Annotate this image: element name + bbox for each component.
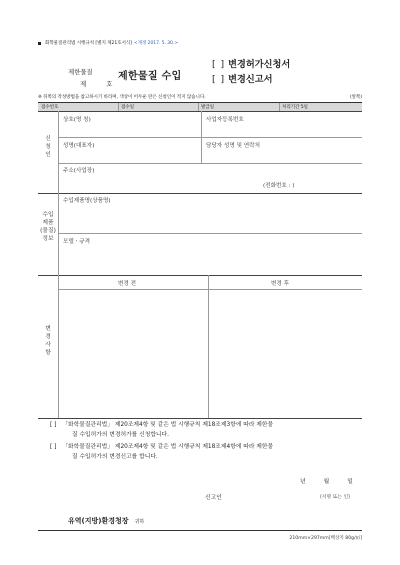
bottom-divider: [38, 530, 362, 531]
checkbox-statement-report[interactable]: [ ]: [50, 444, 57, 450]
legal-basis-line: [38, 40, 178, 46]
receipt-row: [38, 103, 362, 111]
phone-field[interactable]: (전화번호 : ): [263, 183, 295, 189]
recipient-name: 유역(지방)환경청장: [68, 517, 129, 525]
statement-change-permit: [ ] 「화학물질관리법」 제20조제4항 및 같은 법 시행규칙 제18조제3항에 따라 제한물 질 수입허가의 변경허가를 신청합니다.: [50, 422, 274, 438]
form-table: [38, 102, 362, 417]
form-type-options: [212, 58, 290, 87]
paper-spec: 210mm×297mm[백상지 80g/㎡]: [289, 536, 362, 541]
contact-person-field[interactable]: 담당자 성명 및 연락처: [206, 143, 260, 149]
company-name-field[interactable]: 상호(명 칭): [63, 117, 91, 123]
applicant-section-label: 신 청 인: [45, 136, 51, 158]
checkbox-change-report[interactable]: [ ]: [212, 73, 226, 85]
before-change-input[interactable]: [59, 290, 207, 416]
after-change-input[interactable]: [209, 290, 361, 416]
signature-field[interactable]: (서명 또는 인): [320, 495, 350, 500]
changes-section-label: 변 경 사 항: [45, 326, 51, 356]
before-change-header: 변경 전: [118, 281, 136, 287]
form-title: 제한물질 수입: [118, 71, 182, 82]
recipient: [68, 516, 144, 526]
number-label: 제 호: [80, 80, 122, 88]
option-change-permit[interactable]: [212, 58, 290, 73]
option-change-report-label: 변경신고서: [228, 73, 273, 85]
option-change-report[interactable]: [212, 73, 290, 88]
registration-number-block: [68, 66, 121, 90]
notice-text: ※ 뒤쪽의 작성방법을 참고하시기 바라며, 색상이 어두운 란은 신청인이 적지 않습니다.: [38, 95, 206, 100]
restricted-substance-label: 제한물질: [68, 68, 93, 76]
receipt-number-label: 접수번호: [41, 105, 59, 111]
day-label: 일: [347, 479, 353, 485]
legal-basis: 화학물질관리법 시행규칙 [별지 제21호서식]: [45, 41, 132, 46]
reporter-label: 신고인: [205, 495, 222, 501]
processing-period-label: 처리기간 5일: [282, 105, 308, 111]
checkbox-change-permit[interactable]: [ ]: [212, 59, 226, 70]
model-spec-field[interactable]: 모델ㆍ규격: [63, 239, 91, 245]
receipt-date-label: 접수일: [121, 105, 135, 111]
amendment-date: <개정 2017. 5. 30.>: [133, 41, 178, 46]
year-label: 년: [300, 479, 306, 485]
notice-row: [38, 94, 362, 100]
after-change-header: 변경 후: [271, 281, 289, 287]
option-change-permit-label: 변경허가신청서: [228, 59, 291, 70]
square-bullet-icon: [38, 42, 41, 45]
import-product-section-label: 수입 제품 (물질) 정보: [40, 212, 56, 242]
date-line[interactable]: [300, 476, 353, 485]
product-name-field[interactable]: 수입제품명(상품명): [63, 198, 111, 204]
address-field[interactable]: 주소(사업장): [63, 168, 95, 174]
business-reg-no-field[interactable]: 사업자등록번호: [206, 117, 244, 123]
statement-change-report: [ ] 「화학물질관리법」 제20조제4항 및 같은 법 시행규칙 제18조제4항에 따라 제한물 질 수입허가의 변경신고를 합니다.: [50, 444, 274, 460]
representative-field[interactable]: 성명(대표자): [63, 143, 95, 149]
recipient-suffix: 귀하: [134, 519, 145, 525]
checkbox-statement-permit[interactable]: [ ]: [50, 422, 57, 428]
month-label: 월: [323, 479, 330, 485]
page-side: (앞쪽): [349, 95, 362, 100]
issue-date-label: 발급일: [201, 105, 215, 111]
